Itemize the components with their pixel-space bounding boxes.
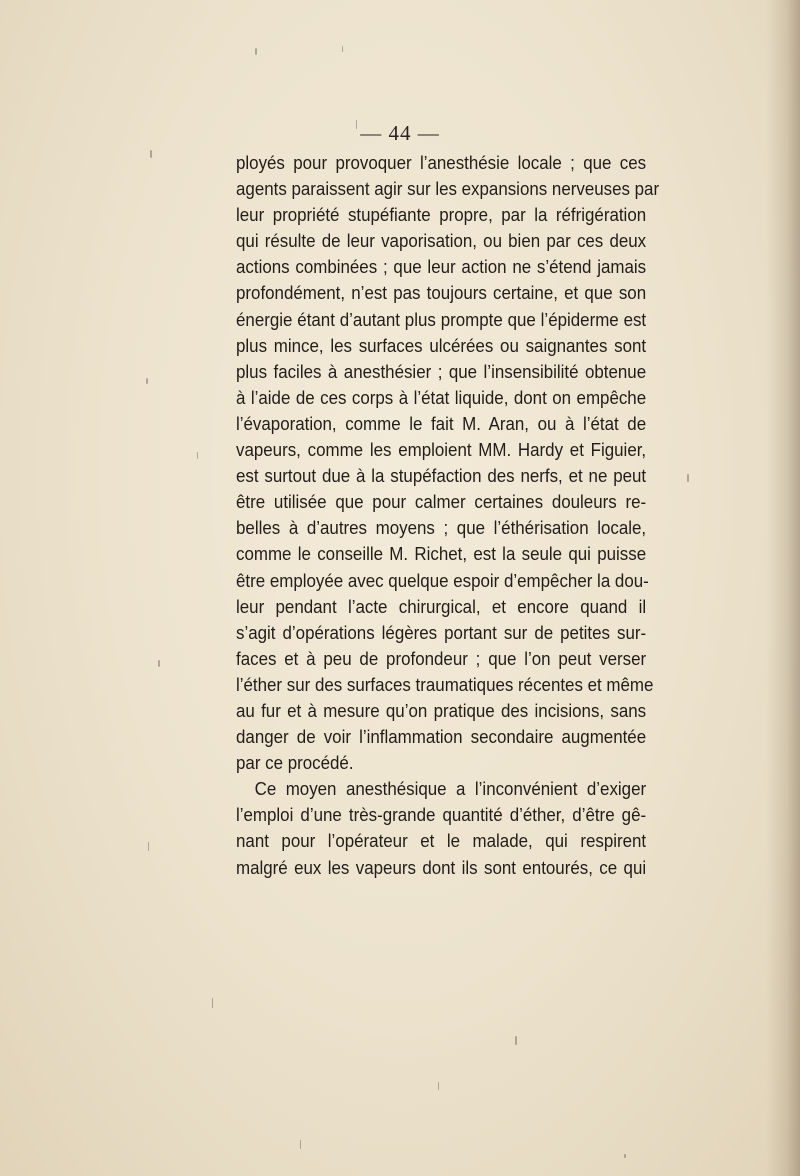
paper-speck <box>342 46 343 52</box>
paper-speck <box>356 120 357 129</box>
text-line: énergie étant d’autant plus prompte que l’épiderme est <box>236 309 647 330</box>
text-line: au fur et à mesure qu’on pratique des incisions, sans <box>236 700 647 721</box>
paper-speck <box>150 150 152 158</box>
paper-speck <box>197 452 198 459</box>
text-line: plus mince, les surfaces ulcérées ou saignantes sont <box>236 335 647 356</box>
text-line: qui résulte de leur vaporisation, ou bien par ces deux <box>236 231 647 252</box>
text-line: s’agit d’opérations légères portant sur de petites sur- <box>236 622 647 643</box>
text-line: à l’aide de ces corps à l’état liquide, dont on empêche <box>236 387 647 408</box>
text-line: profondément, n’est pas toujours certaine, et que son <box>236 283 647 304</box>
paper-speck <box>148 842 149 851</box>
paper-speck <box>687 474 689 482</box>
text-line: est surtout due à la stupéfaction des nerfs, et ne peut <box>236 466 647 487</box>
text-line: l’éther sur des surfaces traumatiques récentes et même <box>236 674 654 695</box>
paper-speck <box>255 48 257 55</box>
text-line: l’évaporation, comme le fait M. Aran, ou à l’état de <box>236 413 647 434</box>
text-line: par ce procédé. <box>236 753 354 774</box>
text-line: actions combinées ; que leur action ne s’étend jamais <box>236 257 647 278</box>
text-line-paragraph-start: Ce moyen anesthésique a l’inconvénient d’exiger <box>254 779 647 800</box>
paper-speck <box>158 660 160 667</box>
page-number: — 44 — <box>360 121 440 145</box>
text-line: faces et à peu de profondeur ; que l’on peut verser <box>236 648 647 669</box>
body-text <box>236 150 660 881</box>
text-line: ployés pour provoquer l’anesthésie locale ; que ces <box>236 153 647 173</box>
text-line: vapeurs, comme les emploient MM. Hardy et Figuier, <box>236 440 647 461</box>
text-line: comme le conseille M. Richet, est la seule qui puisse <box>236 544 647 565</box>
text-line: leur propriété stupéfiante propre, par la réfrigération <box>236 205 647 226</box>
text-line: être employée avec quelque espoir d’empêcher la dou- <box>236 570 649 591</box>
text-line: malgré eux les vapeurs dont ils sont entourés, ce qui <box>236 857 647 878</box>
page-edge-shadow <box>766 0 800 1176</box>
paper-speck <box>146 378 148 384</box>
text-line: nant pour l’opérateur et le malade, qui respirent <box>236 831 647 852</box>
text-line: leur pendant l’acte chirurgical, et encore quand il <box>236 596 647 617</box>
paper-speck <box>624 1154 626 1158</box>
text-line: agents paraissent agir sur les expansions nerveuses par <box>236 179 660 200</box>
text-line: belles à d’autres moyens ; que l’éthérisation locale, <box>236 518 647 539</box>
text-line: danger de voir l’inflammation secondaire augmentée <box>236 727 647 748</box>
text-line: être utilisée que pour calmer certaines douleurs re- <box>236 492 647 513</box>
text-line: plus faciles à anesthésier ; que l’insensibilité obtenue <box>236 361 647 382</box>
paper-speck <box>438 1082 439 1090</box>
text-line: l’emploi d’une très-grande quantité d’éther, d’être gê- <box>236 805 647 826</box>
paper-speck <box>212 998 213 1008</box>
paper-speck <box>300 1140 301 1149</box>
paper-speck <box>515 1036 517 1045</box>
